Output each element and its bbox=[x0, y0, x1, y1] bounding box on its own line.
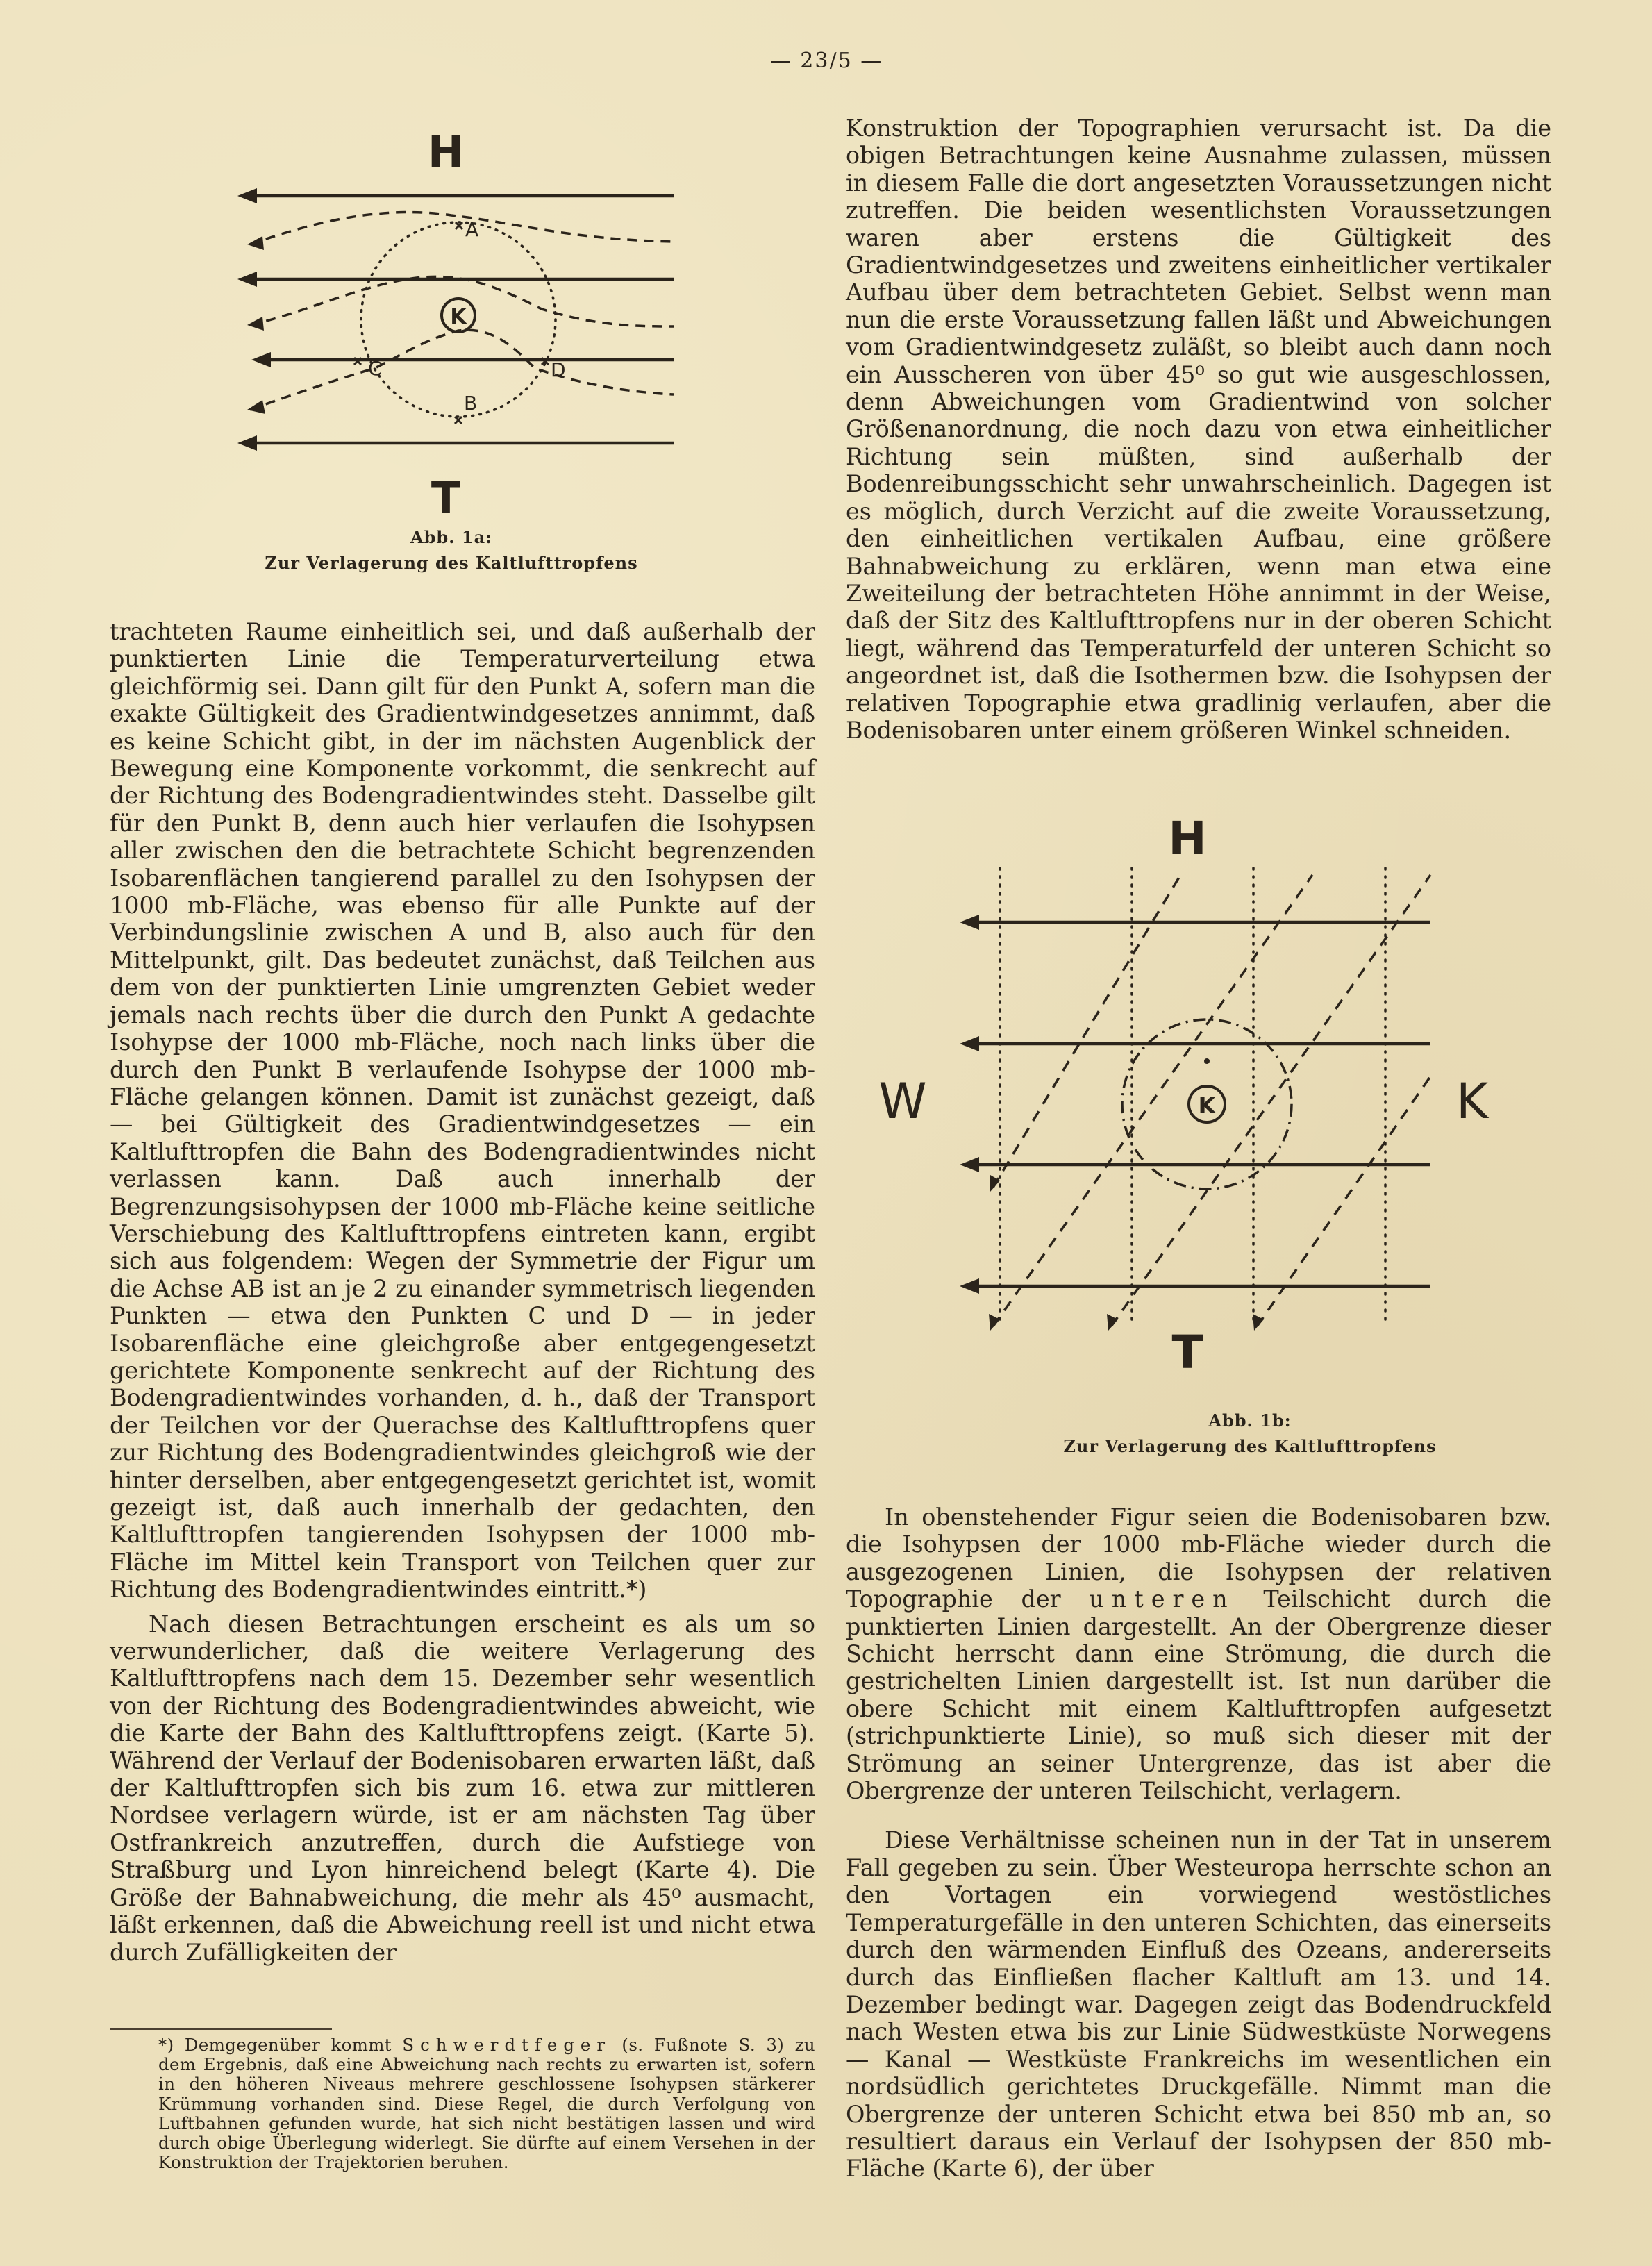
figure-1b-center-label: K bbox=[1198, 1092, 1216, 1119]
left-paragraph-2: Nach diesen Betrachtungen erscheint es als um so verwunderlicher, daß die weitere Verlagerung des Kaltlufttropfens nach dem 15. Dezember sehr wesentlich von der Richtung des Bodengradientwindes abweicht, wie die Karte der Bahn des Kaltlufttropfens zeigt. (Karte 5). Während der Verlauf der Bodenisobaren erwarten läßt, daß der Kaltlufttropfen sich bis zum 16. etwa zur mittleren Nordsee verlagern würde, ist er am nächsten Tag über Ostfrankreich anzutreffen, durch die Aufstiege von Straßburg und Lyon hinreichend belegt (Karte 4). Die Größe der Bahnabweichung, die mehr als 45⁰ ausmacht, läßt erkennen, daß die Abweichung reell ist und nicht etwa durch Zufälligkeiten der bbox=[110, 1610, 815, 1966]
right-paragraph-1: Konstruktion der Topographien verursacht ist. Da die obigen Betrachtungen keine Ausnahme zulassen, müssen in diesem Falle die dort angesetzten Voraussetzungen nicht zutreffen. Die beiden wesentlichsten Voraussetzungen waren aber erstens die Gültigkeit des Gradientwindgesetzes und zweitens einheitlicher vertikaler Aufbau über dem betrachteten Gebiet. Selbst wenn man nun die erste Voraussetzung fallen läßt und Abweichungen vom Gradientwindgesetz zuläßt, so bleibt auch dann noch ein Ausscheren von über 45⁰ so gut wie ausgeschlossen, denn Abweichungen vom Gradientwind von solcher Größenanordnung, die noch dazu von etwa einheitlicher Richtung sein müßten, sind außerhalb der Bodenreibungsschicht sehr unwahrscheinlich. Dagegen ist es möglich, durch Verzicht auf die zweite Voraussetzung, den einheitlichen vertikalen Aufbau, eine größere Bahnabweichung zu erklären, wenn man etwa eine Zweiteilung der betrachteten Höhe annimmt in der Weise, daß der Sitz des Kaltlufttropfens nur in der oberen Schicht liegt, während das Temperaturfeld der unteren Schicht so angeordnet ist, daß die Isothermen bzw. die Isohypsen der relativen Topographie etwa gradlinig verlaufen, aber die Bodenisobaren unter einem größeren Winkel schneiden. bbox=[846, 115, 1551, 744]
figure-1b-label-low: T bbox=[1171, 1326, 1203, 1379]
figure-1a-diagram bbox=[222, 118, 708, 521]
left-paragraph-1: trachteten Raume einheitlich sei, und daß außerhalb der punktierten Linie die Temperaturverteilung etwa gleichförmig sei. Dann gilt für den Punkt A, sofern man die exakte Gültigkeit des Gradientwindgesetzes annimmt, daß es keine Schicht gibt, in der im nächsten Augenblick der Bewegung eine Komponente vorkommt, die senkrecht auf der Richtung des Bodengradientwindes steht. Dasselbe gilt für den Punkt B, denn auch hier verlaufen die Isohypsen aller zwischen den die betrachtete Schicht begrenzenden Isobarenflächen tangierend parallel zu den Isohypsen der 1000 mb-Fläche, was ebenso für alle Punkte auf der Verbindungslinie zwischen A und B, also auch für den Mittelpunkt, gilt. Das bedeutet zunächst, daß Teilchen aus dem von der punktierten Linie umgrenzten Gebiet weder jemals nach rechts über die durch den Punkt A gedachte Isohypse der 1000 mb-Fläche, noch nach links über die durch den Punkt B verlaufende Isohypse der 1000 mb-Fläche gelangen können. Damit ist zunächst gezeigt, daß — bei Gültigkeit des Gradientwindgesetzes — ein Kaltlufttropfen die Bahn des Bodengradientwindes nicht verlassen kann. Daß auch innerhalb der Begrenzungsisohypsen der 1000 mb-Fläche keine seitliche Verschiebung des Kaltlufttropfens eintreten kann, ergibt sich aus folgendem: Wegen der Symmetrie der Figur um die Achse AB ist an je 2 zu einander symmetrisch liegenden Punkten — etwa den Punkten C und D — in jeder Isobarenfläche eine gleichgroße aber entgegengesetzt gerichtete Komponente senkrecht auf der Richtung des Bodengradientwindes vorhanden, d. h., daß der Transport der Teilchen vor der Querachse des Kaltlufttropfens quer zur Richtung des Bodengradientwindes gleichgroß wie der hinter derselben, aber entgegengesetzt gerichtet ist, womit gezeigt ist, daß auch innerhalb der gedachten, den Kaltlufttropfen tangierenden Isohypsen der 1000 mb-Fläche im Mittel kein Transport von Teilchen quer zur Richtung des Bodengradientwindes eintritt.*) bbox=[110, 618, 815, 1603]
figure-1b-label-east: K bbox=[1456, 1073, 1488, 1130]
figure-1b-caption bbox=[972, 1408, 1528, 1459]
figure-1a-caption bbox=[208, 524, 694, 576]
left-column bbox=[110, 618, 815, 1966]
point-a-label: A bbox=[465, 218, 479, 241]
right-paragraph-2-part-1: In obenstehender Figur seien die Bodenisobaren bzw. die Isohypsen der 1000 mb-Fläche wieder durch die ausgezogenen Linien, die Isohypsen der relativen Topographie der bbox=[846, 1503, 1551, 1613]
footnote-spaced-name: Schwerdtfeger bbox=[402, 2035, 612, 2055]
footnote-separator bbox=[110, 2028, 332, 2030]
figure-1a-center-label: K bbox=[450, 305, 467, 329]
figure-1a-label-low: T bbox=[431, 472, 461, 521]
right-paragraph-2 bbox=[846, 1503, 1551, 1804]
figure-1b-diagram bbox=[861, 813, 1528, 1382]
point-b-label: B bbox=[464, 392, 478, 415]
right-paragraph-3: Diese Verhältnisse scheinen nun in der Tat in unserem Fall gegeben zu sein. Über Westeuropa herrschte schon an den Vortagen ein vorwiegend westöstliches Temperaturgefälle in den unteren Schichten, das einerseits durch den wärmenden Einfluß des Ozeans, andererseits durch das Einfließen flacher Kaltluft am 13. und 14. Dezember bedingt war. Dagegen zeigt das Bodendruckfeld nach Westen etwa bis zur Linie Südwestküste Norwegens — Kanal — Westküste Frankreichs im wesentlichen ein nordsüdlich gerichtetes Druckgefälle. Nimmt man die Obergrenze der unteren Schicht etwa bei 850 mb an, so resultiert daraus ein Verlauf der Isohypsen der 850 mb-Fläche (Karte 6), der über bbox=[846, 1826, 1551, 2183]
figure-1b-label-high: H bbox=[1168, 813, 1207, 865]
figure-1a-caption-text: Zur Verlagerung des Kaltlufttropfens bbox=[265, 553, 638, 573]
page-number: — 23/5 — bbox=[769, 49, 883, 73]
figure-1b-label-west: W bbox=[878, 1073, 927, 1130]
footnote-part-2: (s. Fußnote S. 3) zu dem Ergebnis, daß eine Abweichung nach rechts zu erwarten ist, sofern in den höheren Niveaus mehrere geschlossene Isohypsen stärkerer Krümmung vorhanden sind. Diese Regel, die durch Verfolgung von Luftbahnen gefunden wurde, hat sich nicht bestätigen lassen und wird durch obige Überlegung widerlegt. Sie dürfte auf einem Versehen in der Konstruktion der Trajektorien beruhen. bbox=[158, 2035, 815, 2173]
right-column-top bbox=[846, 115, 1551, 744]
figure-1a-label-high: H bbox=[428, 126, 464, 177]
footnote bbox=[158, 2035, 815, 2172]
point-d-label: D bbox=[551, 358, 566, 381]
figure-1b-caption-text: Zur Verlagerung des Kaltlufttropfens bbox=[1063, 1436, 1437, 1456]
footnote-part-1: *) Demgegenüber kommt bbox=[158, 2035, 403, 2055]
right-column-bottom bbox=[846, 1503, 1551, 2183]
right-paragraph-2-spaced-word: unteren bbox=[1089, 1585, 1235, 1613]
figure-1b-caption-title: Abb. 1b: bbox=[1208, 1410, 1292, 1431]
point-c-label: C bbox=[368, 357, 382, 380]
figure-1a-caption-title: Abb. 1a: bbox=[410, 527, 492, 547]
right-paragraph-2-part-2: Teilschicht durch die punktierten Linien dargestellt. An der Obergrenze dieser Schicht herrscht dann eine Strömung, die durch die gestrichelten Linien dargestellt ist. Ist nun darüber die obere Schicht mit einem Kaltlufttropfen aufgesetzt (strichpunktierte Linie), so muß sich dieser mit der Strömung an seiner Untergrenze, das ist aber die Obergrenze der unteren Teilschicht, verlagern. bbox=[846, 1585, 1551, 1805]
